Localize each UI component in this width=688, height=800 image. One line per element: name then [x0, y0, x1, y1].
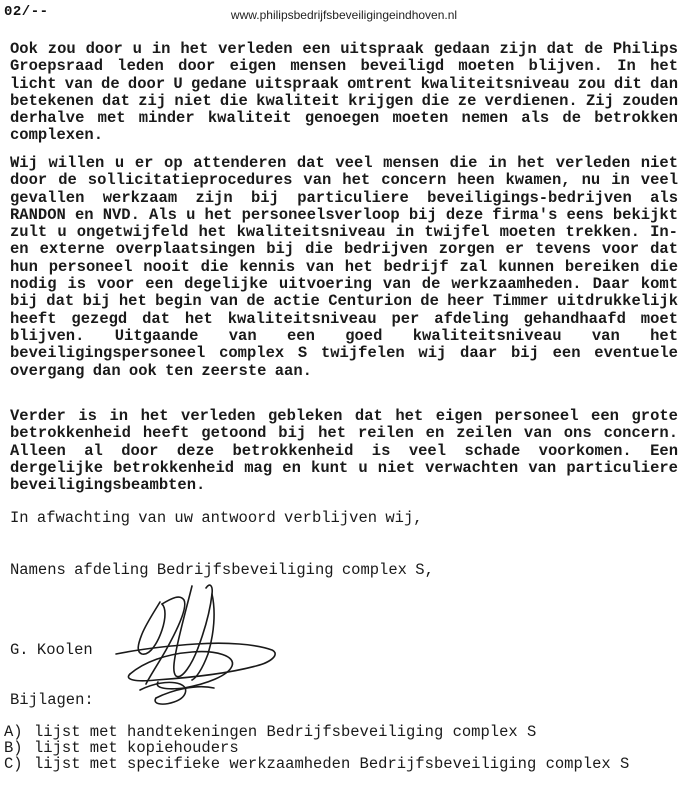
signatory-name: G. Koolen: [10, 641, 93, 659]
closing-line: In afwachting van uw antwoord verblijven wij,: [10, 509, 423, 527]
on-behalf-of-line: Namens afdeling Bedrijfsbeveiliging complex S,: [10, 561, 434, 579]
website-url-watermark: www.philipsbedrijfsbeveiligingeindhoven.nl: [230, 8, 458, 22]
annex-item-c: [4, 756, 680, 772]
page-number: 02/--: [4, 4, 49, 20]
paragraph-private-security-firms: Wij willen u er op attenderen dat veel mensen die in het verleden niet door de sollicitatieprocedures van het concern heen kwamen, nu in veel gevallen werkzaam zijn bij particuliere beveiligings-bedrijven als RANDON en NVD. Als u het personeelsverloop bij deze firma's eens bekijkt zult u ongetwijfeld het kwaliteitsniveau in twijfel moeten trekken. In- en externe overplaatsingen bij die bedrijven zorgen er tevens voor dat hun personeel nooit die kennis van het bedrijf zal kunnen bereiken die nodig is voor een degelijke uitvoering van de werkzaamheden. Daar komt bij dat bij het begin van de actie Centurion de heer Timmer uitdrukkelijk heeft gezegd dat het kwaliteitsniveau per afdeling gehandhaafd moet blijven. Uitgaande van een goed kwaliteitsniveau van het beveiligingspersoneel complex S twijfelen wij daar bij een eventuele overgang dan ook ten zeerste aan.: [10, 154, 678, 380]
paragraph-quality-groepsraad: Ook zou door u in het verleden een uitspraak gedaan zijn dat de Philips Groepsraad leden door eigen mensen beveiligd moeten blijven. In het licht van de door U gedane uitspraak omtrent kwaliteitsniveau zou dit dan betekenen dat zij niet die kwaliteit krijgen die ze verdienen. Zij zouden derhalve met minder kwaliteit genoegen moeten nemen als de betrokken complexen.: [10, 40, 679, 145]
annex-marker: A): [4, 723, 23, 741]
annex-text: lijst met specifieke werkzaamheden Bedrijfsbeveiliging complex S: [34, 755, 630, 773]
annex-marker: B): [4, 739, 23, 757]
annex-list: [4, 724, 680, 772]
annex-text: lijst met kopiehouders: [34, 739, 239, 757]
annex-item-b: [4, 740, 680, 756]
annexes-heading: Bijlagen:: [10, 691, 94, 709]
paragraph-staff-involvement: Verder is in het verleden gebleken dat het eigen personeel een grote betrokkenheid heeft getoond bij het reilen en zeilen van ons concern. Alleen al door deze betrokkenheid is veel schade voorkomen. Een dergelijke betrokkenheid mag en kunt u niet verwachten van particuliere beveiligingsbeambten.: [10, 407, 678, 495]
annex-item-a: [4, 724, 680, 740]
annex-marker: C): [4, 755, 23, 773]
annex-text: lijst met handtekeningen Bedrijfsbeveiliging complex S: [34, 723, 537, 741]
